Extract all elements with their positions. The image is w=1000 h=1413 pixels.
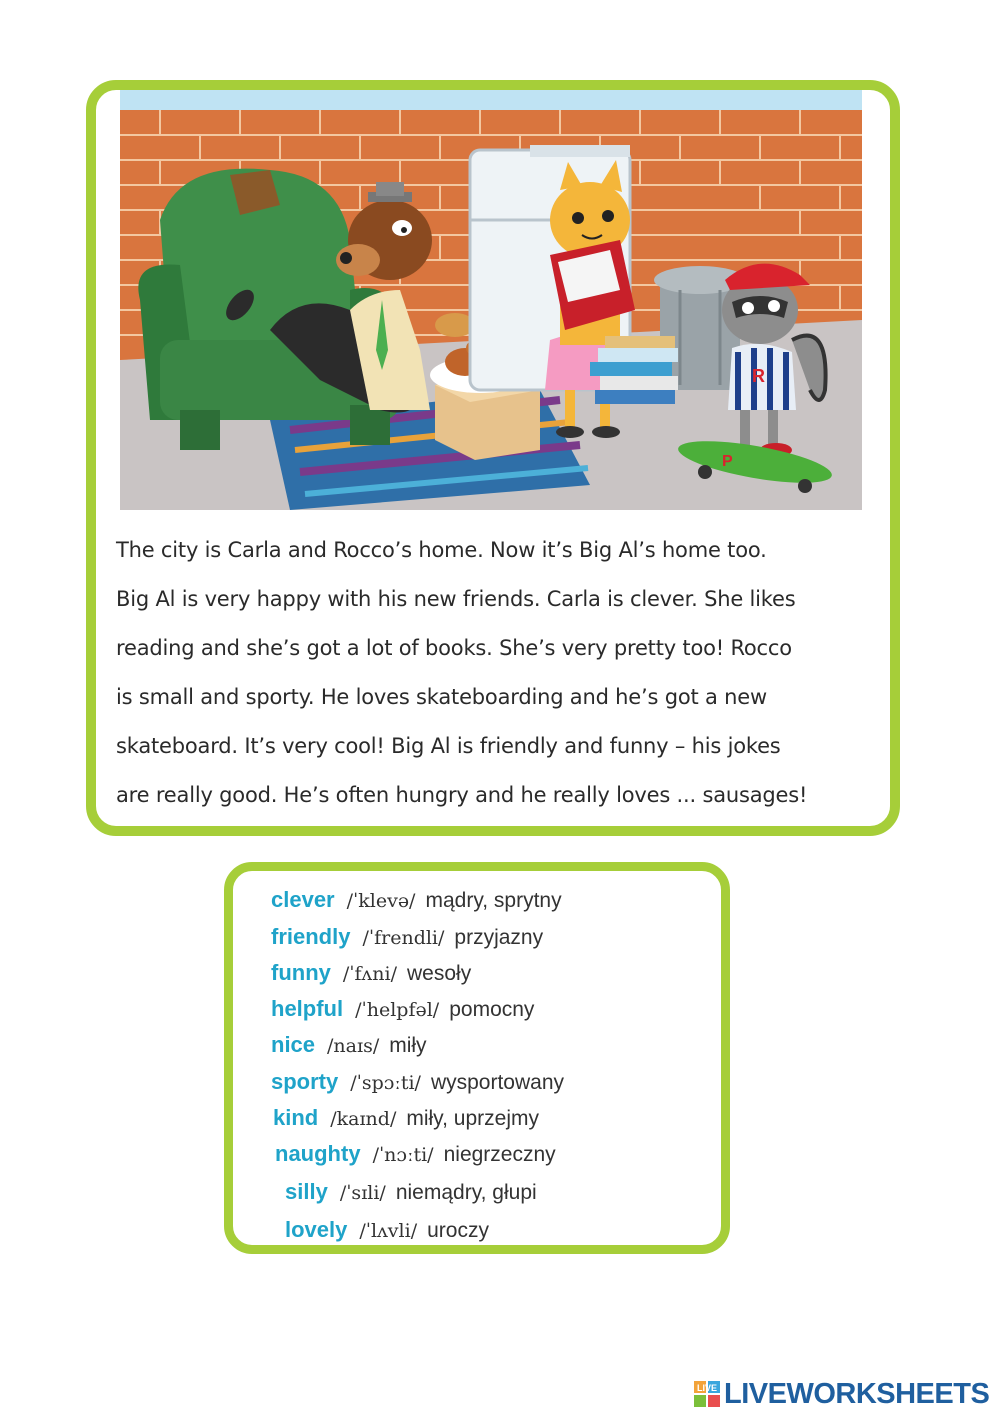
vocab-word: clever xyxy=(271,887,335,912)
vocab-translation: pomocny xyxy=(449,998,535,1021)
vocab-translation: wysportowany xyxy=(430,1071,565,1094)
story-line: Big Al is very happy with his new friends. Carla is clever. She likes xyxy=(116,587,796,611)
vocab-pronunciation: /kaɪnd/ xyxy=(330,1108,397,1130)
vocabulary-list xyxy=(233,871,721,1245)
vocabulary-item xyxy=(271,885,562,915)
vocab-translation: uroczy xyxy=(427,1219,489,1242)
vocabulary-box xyxy=(224,862,730,1254)
vocab-word: nice xyxy=(271,1032,316,1057)
vocab-word: silly xyxy=(285,1179,328,1204)
shirt-letter: R xyxy=(752,366,765,386)
skateboard-letter: P xyxy=(722,453,733,470)
vocab-translation: wesoły xyxy=(407,962,472,985)
vocab-pronunciation: /ˈlʌvli/ xyxy=(359,1220,418,1242)
story-illustration xyxy=(120,90,862,510)
story-line: is small and sporty. He loves skateboarding and he’s got a new xyxy=(116,685,767,709)
vocabulary-item xyxy=(285,1215,489,1245)
vocabulary-item xyxy=(271,1067,564,1097)
vocab-pronunciation: /naɪs/ xyxy=(327,1035,380,1057)
vocab-translation: niemądry, głupi xyxy=(395,1181,537,1204)
vocab-word: helpful xyxy=(271,996,344,1021)
vocabulary-item xyxy=(271,994,534,1024)
vocab-translation: mądry, sprytny xyxy=(425,889,562,912)
vocab-pronunciation: /ˈsɪli/ xyxy=(339,1182,386,1204)
vocab-pronunciation: /ˈfʌni/ xyxy=(342,963,397,985)
vocab-translation: miły xyxy=(389,1034,427,1057)
vocabulary-item xyxy=(285,1177,537,1207)
vocab-translation: miły, uprzejmy xyxy=(406,1107,539,1130)
vocab-translation: przyjazny xyxy=(454,926,544,949)
vocab-translation: niegrzeczny xyxy=(443,1143,556,1166)
logo-letter: LIVE xyxy=(697,1383,718,1393)
vocabulary-item xyxy=(271,958,471,988)
vocab-word: kind xyxy=(273,1105,319,1130)
vocab-word: lovely xyxy=(285,1217,348,1242)
vocab-word: friendly xyxy=(271,924,351,949)
vocab-word: funny xyxy=(271,960,331,985)
story-line: skateboard. It’s very cool! Big Al is friendly and funny – his jokes xyxy=(116,734,781,758)
vocab-pronunciation: /ˈklevə/ xyxy=(346,890,416,912)
vocabulary-item xyxy=(271,922,543,952)
story-line: are really good. He’s often hungry and he really loves ... sausages! xyxy=(116,783,808,807)
story-line: The city is Carla and Rocco’s home. Now it’s Big Al’s home too. xyxy=(116,538,767,562)
vocab-word: sporty xyxy=(271,1069,339,1094)
brand-text: LIVEWORKSHEETS xyxy=(724,1378,990,1410)
story-line: reading and she’s got a lot of books. She’s very pretty too! Rocco xyxy=(116,636,792,660)
story-text xyxy=(116,526,896,820)
vocabulary-item xyxy=(271,1030,427,1060)
vocab-pronunciation: /ˈspɔːti/ xyxy=(350,1072,421,1094)
vocabulary-item xyxy=(273,1103,539,1133)
vocab-pronunciation: /ˈnɔːti/ xyxy=(372,1144,434,1166)
liveworksheets-logo-icon xyxy=(694,1381,720,1407)
vocab-word: naughty xyxy=(275,1141,361,1166)
vocabulary-item xyxy=(275,1139,556,1169)
vocab-pronunciation: /ˈfrendli/ xyxy=(362,927,445,949)
vocab-pronunciation: /ˈhelpfəl/ xyxy=(355,999,440,1021)
